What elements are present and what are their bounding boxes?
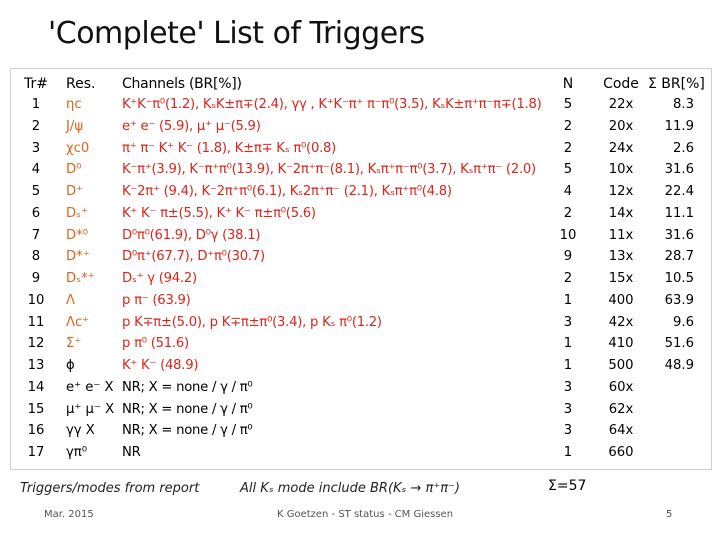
row-channels: p π⁻ (63.9): [122, 292, 191, 308]
row-sum-br: 31.6: [664, 227, 694, 243]
row-channels: D⁰π⁺(67.7), D⁺π⁰(30.7): [122, 249, 265, 265]
row-channels: NR; X = none / γ / π⁰: [122, 401, 253, 417]
row-tr: 14: [27, 379, 45, 395]
row-channels: NR; X = none / γ / π⁰: [122, 423, 253, 439]
header-n: N: [562, 76, 574, 92]
row-sum-br: 22.4: [664, 184, 694, 199]
row-tr: 2: [31, 118, 41, 134]
row-code: 14x: [608, 205, 634, 221]
row-sum-br: 11.9: [664, 118, 694, 134]
row-resonance: ηc: [66, 97, 82, 112]
footnote-report: Triggers/modes from report: [20, 481, 200, 496]
row-sum-br: 11.1: [664, 205, 694, 221]
sum-n: Σ=57: [548, 478, 587, 494]
header-sum-br: Σ BR[%]: [648, 76, 705, 92]
row-code: 400: [608, 292, 634, 308]
header-res: Res.: [66, 76, 96, 92]
row-sum-br: 51.6: [664, 336, 694, 352]
row-code: 64x: [608, 423, 634, 439]
row-code: 24x: [608, 140, 634, 156]
row-code: 410: [608, 336, 634, 352]
row-n: 3: [563, 379, 573, 395]
row-resonance: χc0: [66, 140, 90, 156]
row-tr: 8: [31, 249, 41, 265]
row-channels: K⁺K⁻π⁰(1.2), KₛK±π∓(2.4), γγ , K⁺K⁻π⁺ π⁻π⁰(3.5), KₛK±π⁺π⁻π∓(1.8): [122, 97, 542, 112]
footer-center: K Goetzen - ST status - CM Giessen: [276, 509, 454, 520]
row-tr: 9: [31, 271, 41, 286]
row-tr: 10: [27, 292, 45, 308]
row-resonance: e⁺ e⁻ X: [66, 379, 114, 395]
row-channels: NR: [122, 445, 141, 460]
row-sum-br: 8.3: [673, 97, 694, 112]
row-sum-br: 31.6: [664, 162, 694, 178]
row-resonance: Σ⁺: [66, 336, 82, 352]
row-n: 1: [563, 336, 573, 352]
row-n: 3: [563, 314, 573, 330]
row-resonance: D⁺: [66, 184, 84, 199]
row-n: 1: [563, 445, 573, 460]
row-n: 5: [563, 162, 573, 178]
footnote-ks-mode: All Kₛ mode include BR(Kₛ → π⁺π⁻): [240, 481, 460, 496]
row-code: 500: [608, 358, 634, 373]
row-code: 42x: [608, 314, 634, 330]
row-sum-br: 48.9: [664, 358, 694, 373]
row-sum-br: 63.9: [664, 292, 694, 308]
row-tr: 3: [31, 140, 41, 156]
row-sum-br: 9.6: [673, 314, 694, 330]
row-resonance: ϕ: [66, 358, 75, 373]
row-code: 13x: [608, 249, 634, 265]
row-n: 2: [563, 118, 573, 134]
row-tr: 16: [27, 423, 45, 439]
row-sum-br: 10.5: [664, 271, 694, 286]
slide-title: 'Complete' List of Triggers: [48, 16, 425, 51]
row-tr: 11: [27, 314, 45, 330]
row-resonance: Dₛ⁺: [66, 205, 89, 221]
row-code: 10x: [608, 162, 634, 178]
row-resonance: γγ X: [66, 423, 95, 439]
row-resonance: Dₛ*⁺: [66, 271, 95, 286]
header-channels: Channels (BR[%]): [122, 76, 242, 92]
row-code: 11x: [608, 227, 634, 243]
row-resonance: D*⁰: [66, 227, 89, 243]
row-n: 2: [563, 205, 573, 221]
row-n: 3: [563, 401, 573, 417]
footer-date: Mar. 2015: [44, 509, 94, 520]
row-resonance: Λ: [66, 292, 76, 308]
footer-page-number: 5: [666, 509, 673, 520]
row-n: 3: [563, 423, 573, 439]
row-channels: D⁰π⁰(61.9), D⁰γ (38.1): [122, 227, 261, 243]
row-code: 22x: [608, 97, 634, 112]
row-channels: K⁻π⁺(3.9), K⁻π⁺π⁰(13.9), K⁻2π⁺π⁻(8.1), Kₛπ⁺π⁻π⁰(3.7), Kₛπ⁺π⁻ (2.0): [122, 162, 536, 178]
header-code: Code: [603, 76, 639, 92]
row-channels: Dₛ⁺ γ (94.2): [122, 271, 197, 286]
row-n: 5: [563, 97, 573, 112]
row-n: 4: [563, 184, 573, 199]
row-resonance: D⁰: [66, 162, 82, 178]
row-channels: p K∓π±(5.0), p K∓π±π⁰(3.4), p Kₛ π⁰(1.2): [122, 314, 382, 330]
row-tr: 4: [31, 162, 41, 178]
row-tr: 17: [27, 445, 45, 460]
row-code: 12x: [608, 184, 634, 199]
row-resonance: D*⁺: [66, 249, 90, 265]
row-tr: 15: [27, 401, 45, 417]
row-tr: 12: [27, 336, 45, 352]
header-tr: Tr#: [24, 76, 48, 92]
row-sum-br: 28.7: [664, 249, 694, 265]
row-tr: 1: [31, 97, 41, 112]
row-channels: K⁺ K⁻ π±(5.5), K⁺ K⁻ π±π⁰(5.6): [122, 205, 316, 221]
row-resonance: γπ⁰: [66, 445, 88, 460]
row-tr: 13: [27, 358, 45, 373]
row-code: 660: [608, 445, 634, 460]
row-channels: π⁺ π⁻ K⁺ K⁻ (1.8), K±π∓ Kₛ π⁰(0.8): [122, 140, 337, 156]
row-tr: 7: [31, 227, 41, 243]
row-code: 20x: [608, 118, 634, 134]
row-n: 10: [559, 227, 577, 243]
row-resonance: Λc⁺: [66, 314, 90, 330]
row-sum-br: 2.6: [673, 140, 694, 156]
row-code: 62x: [608, 401, 634, 417]
row-n: 9: [563, 249, 573, 265]
row-n: 1: [563, 292, 573, 308]
row-tr: 6: [31, 205, 41, 221]
row-code: 15x: [608, 271, 634, 286]
row-channels: K⁻2π⁺ (9.4), K⁻2π⁺π⁰(6.1), Kₛ2π⁺π⁻ (2.1), Kₛπ⁺π⁰(4.8): [122, 184, 452, 199]
row-channels: NR; X = none / γ / π⁰: [122, 379, 253, 395]
row-n: 2: [563, 271, 573, 286]
row-channels: e⁺ e⁻ (5.9), μ⁺ μ⁻(5.9): [122, 118, 261, 134]
row-n: 1: [563, 358, 573, 373]
row-resonance: μ⁺ μ⁻ X: [66, 401, 115, 417]
row-code: 60x: [608, 379, 634, 395]
row-tr: 5: [31, 184, 41, 199]
row-channels: p π⁰ (51.6): [122, 336, 189, 352]
row-channels: K⁺ K⁻ (48.9): [122, 358, 199, 373]
row-n: 2: [563, 140, 573, 156]
row-resonance: J/ψ: [66, 118, 84, 134]
